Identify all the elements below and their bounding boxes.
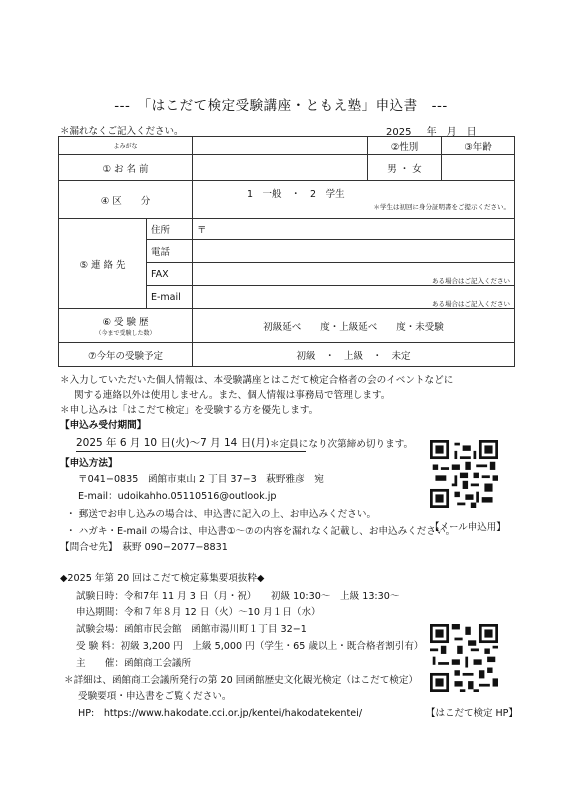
- exam-heading: ◆2025 年第 20 回はこだて検定募集要項抜粋◆: [60, 573, 265, 584]
- exam-detail-2: 受験要項・申込書をご覧ください。: [78, 691, 232, 702]
- fax-note: ある場合はご記入ください: [432, 277, 511, 285]
- inquiry-contact: 【問合せ先】 萩野 090−2077−8831: [60, 542, 228, 553]
- history-label: ⑥ 受 験 歴: [102, 317, 149, 328]
- exam-venue: 試験会場：函館市民会館 函館市湯川町１丁目 32−1: [76, 624, 307, 635]
- gender-header: ②性別: [368, 137, 442, 155]
- period-note: ＊定員になり次第締め切ります。: [270, 439, 414, 450]
- age-field[interactable]: [442, 155, 515, 181]
- mail-address: 〒041−0835 函館市東山 2 丁目 37−3 萩野雅彦 宛: [78, 474, 324, 485]
- application-form-table: [58, 136, 515, 367]
- phone-field[interactable]: [193, 240, 515, 263]
- period-heading: 【申込み受付期間】: [60, 420, 147, 431]
- mail-qr-code-icon[interactable]: [430, 440, 498, 508]
- exam-detail-1: ＊詳細は、函館商工会議所発行の第 20 回函館歴史文化観光検定（はこだて検定）: [64, 675, 419, 686]
- privacy-note-1: ＊入力していただいた個人情報は、本受験講座とはこだて検定合格者の会のイベントなどに: [60, 375, 454, 386]
- name-field[interactable]: [193, 155, 368, 181]
- period-text: 2025 年 6 月 10 日(火)〜7 月 14 日(月): [76, 437, 270, 449]
- history-sublabel: （今まで受験した数）: [95, 330, 156, 337]
- fax-label: FAX: [147, 263, 193, 286]
- form-title: --- 「はこだて検定受験講座・ともえ塾」申込書 ---: [114, 98, 448, 114]
- fill-note: ＊漏れなくご記入ください。: [60, 126, 184, 137]
- method-heading: 【申込方法】: [60, 458, 118, 469]
- category-options: 1 一般 ・ 2 学生: [247, 189, 345, 200]
- postcard-instruction: ・ ハガキ・E-mail の場合は、申込書①〜⑦の内容を漏れなく記載し、お申込みください。: [66, 526, 456, 537]
- address-label: 住所: [147, 219, 193, 240]
- email-label: E-mail: [147, 286, 193, 309]
- category-label: ④ 区 分: [59, 181, 193, 219]
- privacy-note-2: 関する連絡以外は使用しません。また、個人情報は事務局で管理します。: [74, 390, 391, 401]
- furigana-field[interactable]: [193, 137, 368, 155]
- student-id-note: ＊学生は初回に身分証明書をご提示ください。: [373, 203, 511, 211]
- exam-fee: 受 験 料：初級 3,200 円 上級 5,000 円（学生・65 歳以上・既合格者割引有）: [76, 641, 424, 652]
- mail-qr-label: 【メール申込用】: [430, 522, 506, 533]
- gender-options[interactable]: 男 ・ 女: [368, 155, 442, 181]
- furigana-label: よみがな: [59, 137, 193, 155]
- exam-website[interactable]: HP: https://www.hakodate.cci.or.jp/kentei/hakodatekentei/: [78, 708, 363, 719]
- category-cell[interactable]: [193, 181, 515, 219]
- website-qr-code-icon[interactable]: [430, 624, 498, 692]
- website-qr-label: 【はこだて検定 HP】: [426, 708, 518, 719]
- mail-instruction: ・ 郵送でお申し込みの場合は、申込書に記入の上、お申込みください。: [66, 509, 377, 520]
- history-options[interactable]: 初級延べ 度・上級延べ 度・未受験: [193, 309, 515, 343]
- email-address[interactable]: E-mail：udoikahho.05110516@outlook.jp: [78, 491, 277, 502]
- application-date: 2025 年 月 日: [386, 127, 477, 138]
- phone-label: 電話: [147, 240, 193, 263]
- history-label-cell: [59, 309, 193, 343]
- priority-note: ＊申し込みは「はこだて検定」を受験する方を優先します。: [60, 405, 319, 416]
- exam-date: 試験日時：令和7年 11 月 3 日（月・祝） 初級 10:30〜 上級 13:30〜: [76, 591, 400, 602]
- exam-apply-period: 申込期間：令和７年８月 12 日（火）〜10 月１日（水）: [76, 607, 321, 618]
- name-label: ① お 名 前: [59, 155, 193, 181]
- plan-label: ⑦今年の受験予定: [59, 343, 193, 367]
- address-field[interactable]: [193, 219, 515, 240]
- age-header: ③年齢: [442, 137, 515, 155]
- exam-organizer: 主 催：函館商工会議所: [76, 658, 192, 669]
- contact-label: ⑤ 連 絡 先: [59, 219, 147, 309]
- postal-mark: 〒: [197, 225, 207, 236]
- email-note: ある場合はご記入ください: [432, 300, 511, 308]
- email-field[interactable]: [193, 286, 515, 309]
- plan-options[interactable]: 初級 ・ 上級 ・ 未定: [193, 343, 515, 367]
- fax-field[interactable]: [193, 263, 515, 286]
